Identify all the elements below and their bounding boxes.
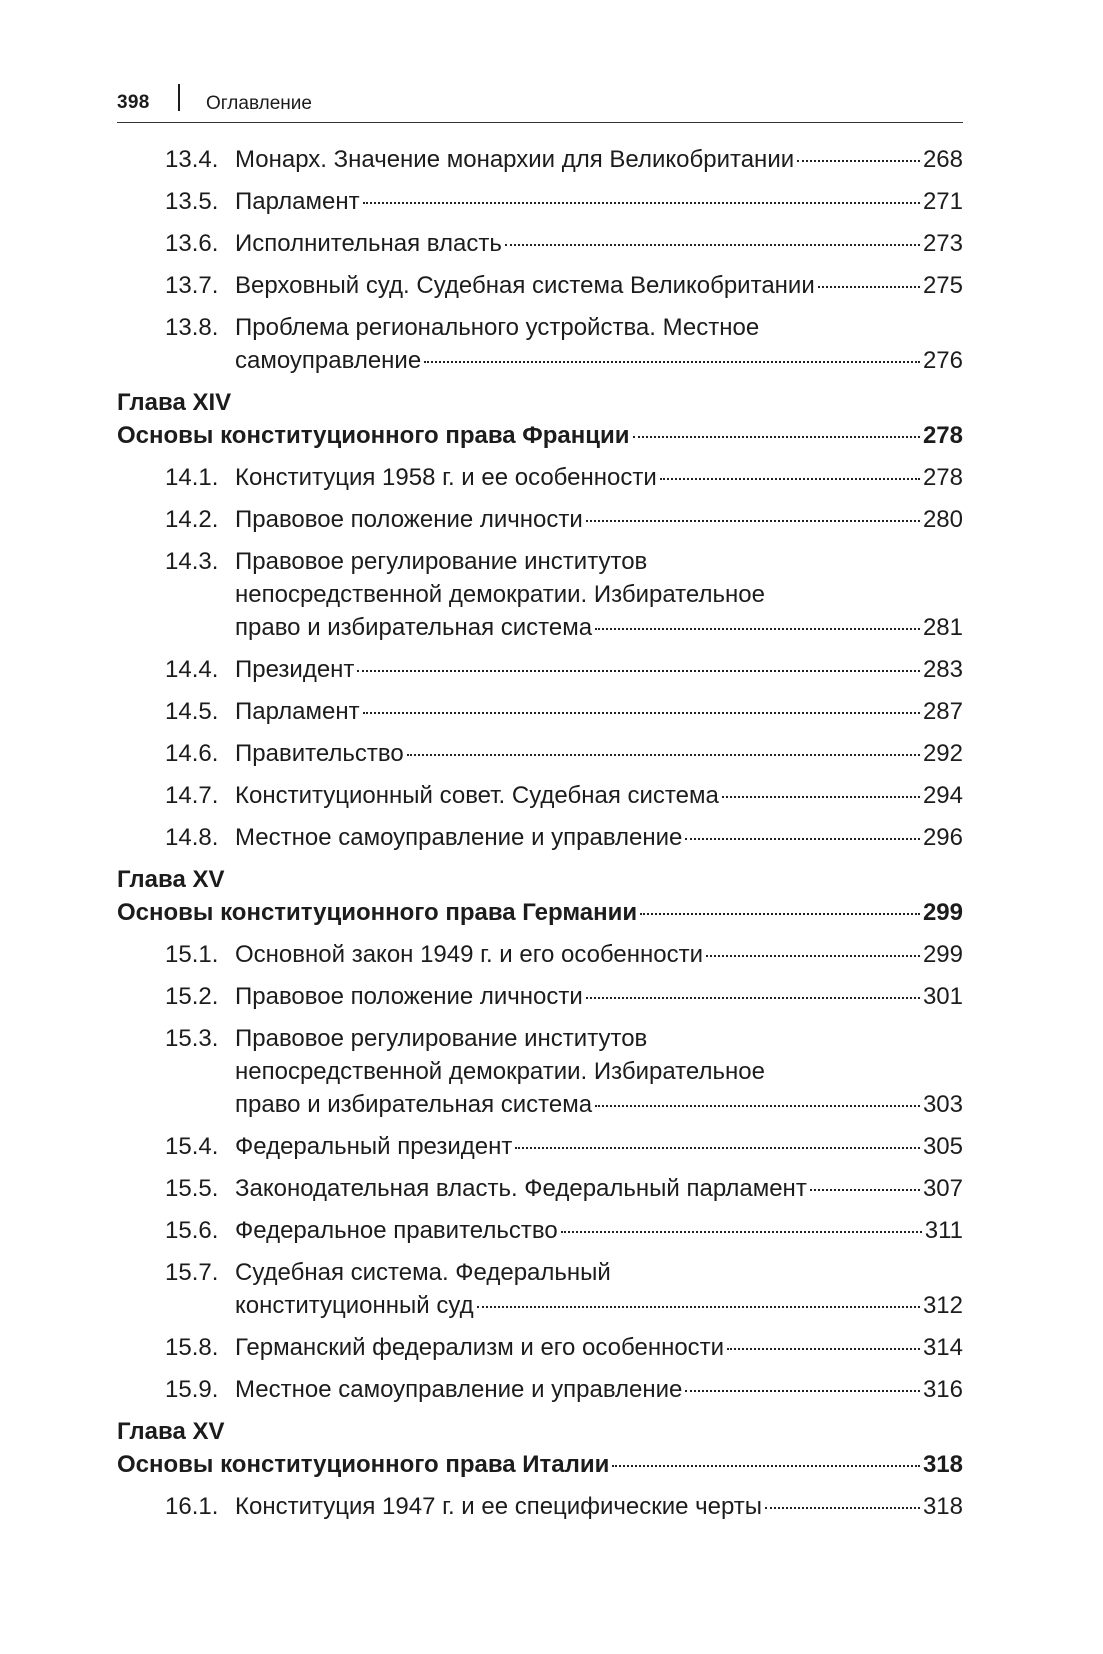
dot-leader [586,520,920,522]
dot-leader [515,1147,920,1149]
toc-line [235,461,963,494]
dot-leader [818,286,920,288]
running-title: Оглавление [206,93,312,114]
toc-entry [117,1130,963,1163]
chapter-title: Основы конституционного права Франции [117,422,630,449]
toc-line [235,1022,963,1055]
toc-line [117,419,963,452]
toc-line [235,227,963,260]
section-number: 14.1. [165,464,219,491]
toc-entry [117,1172,963,1205]
toc-line [117,896,963,929]
page-ref: 275 [922,272,963,299]
section-title: Конституционный совет. Судебная система [235,782,719,809]
dot-leader [706,955,920,957]
page-ref: 278 [922,422,963,449]
toc-line [235,1130,963,1163]
page-ref: 281 [922,614,963,641]
dot-leader [765,1507,920,1509]
toc-line [235,1331,963,1364]
toc-entry [117,1373,963,1406]
section-title: Основной закон 1949 г. и его особенности [235,941,704,968]
chapter-title-entry [117,1448,963,1481]
toc-entry [117,269,963,302]
dot-leader [407,754,920,756]
toc-entry [117,1214,963,1247]
page-ref: 318 [922,1451,963,1478]
chapter-label: Глава XIV [117,389,232,416]
section-number: 14.2. [165,506,219,533]
header-separator [178,84,180,111]
toc-line [235,503,963,536]
page-ref: 280 [922,506,963,533]
running-header [117,84,963,123]
toc-line [235,938,963,971]
toc-entry [117,461,963,494]
section-title: Конституция 1958 г. и ее особенности [235,464,657,491]
section-title: конституционный суд [235,1292,474,1319]
dot-leader [561,1231,922,1233]
toc-line [235,653,963,686]
dot-leader [586,997,920,999]
toc-entry [117,695,963,728]
toc-entry [117,1256,963,1322]
section-number: 16.1. [165,1493,219,1520]
chapter-label: Глава XV [117,866,225,893]
dot-leader [595,1105,920,1107]
section-title: Местное самоуправление и управление [235,1376,683,1403]
section-title: Парламент [235,188,360,215]
section-number: 13.4. [165,146,219,173]
toc-line [117,1448,963,1481]
section-number: 14.7. [165,782,219,809]
toc-entry [117,185,963,218]
section-number: 13.5. [165,188,219,215]
toc-line [235,1088,963,1121]
section-number: 14.6. [165,740,219,767]
dot-leader [685,838,920,840]
toc-line [235,980,963,1013]
page-ref: 273 [922,230,963,257]
toc-entry [117,821,963,854]
page-ref: 296 [922,824,963,851]
section-title: Правовое регулирование институтов [235,548,648,575]
page-ref: 283 [922,656,963,683]
page-ref: 268 [922,146,963,173]
dot-leader [595,628,920,630]
section-title: Германский федерализм и его особенности [235,1334,725,1361]
toc-entry [117,503,963,536]
toc-entry [117,311,963,377]
toc-line [235,578,963,611]
toc-line [235,1256,963,1289]
toc-entry [117,938,963,971]
toc-entry [117,737,963,770]
section-number: 15.9. [165,1376,219,1403]
section-number: 15.3. [165,1025,219,1052]
chapter-title: Основы конституционного права Германии [117,899,638,926]
page-ref: 294 [922,782,963,809]
section-number: 15.8. [165,1334,219,1361]
section-title: Президент [235,656,355,683]
section-title: право и избирательная система [235,614,593,641]
toc-line [235,1214,963,1247]
dot-leader [424,361,920,363]
section-number: 15.5. [165,1175,219,1202]
chapter-title-entry [117,419,963,452]
toc-line [235,269,963,302]
dot-leader [363,202,920,204]
page-ref: 312 [922,1292,963,1319]
toc-line [235,1055,963,1088]
toc-line [235,311,963,344]
dot-leader [640,913,920,915]
section-title: Правовое регулирование институтов [235,1025,648,1052]
page-ref: 314 [922,1334,963,1361]
section-title: Федеральный президент [235,1133,513,1160]
page-ref: 303 [922,1091,963,1118]
section-title: Парламент [235,698,360,725]
section-title: право и избирательная система [235,1091,593,1118]
toc-line [235,1373,963,1406]
page-ref: 292 [922,740,963,767]
toc-line [235,545,963,578]
section-number: 13.8. [165,314,219,341]
section-number: 14.8. [165,824,219,851]
page-ref: 311 [924,1217,963,1244]
section-title: Верховный суд. Судебная система Великобритании [235,272,815,299]
page-number: 398 [117,92,150,113]
chapter-title: Основы конституционного права Италии [117,1451,610,1478]
section-title: Судебная система. Федеральный [235,1259,611,1286]
section-number: 14.3. [165,548,219,575]
section-number: 15.1. [165,941,219,968]
dot-leader [612,1465,920,1467]
toc-entry [117,980,963,1013]
page-ref: 316 [922,1376,963,1403]
toc-entry [117,545,963,644]
section-title: Правовое положение личности [235,983,583,1010]
toc-line [235,344,963,377]
dot-leader [727,1348,920,1350]
toc-entry [117,1022,963,1121]
section-number: 14.4. [165,656,219,683]
toc-entry [117,143,963,176]
section-title: Исполнительная власть [235,230,502,257]
section-title: Конституция 1947 г. и ее специфические черты [235,1493,763,1520]
section-title: Правовое положение личности [235,506,583,533]
section-title: Федеральное правительство [235,1217,558,1244]
section-number: 15.2. [165,983,219,1010]
page-ref: 299 [922,899,963,926]
section-title: самоуправление [235,347,422,374]
section-title: непосредственной демократии. Избирательное [235,1058,765,1085]
table-of-contents [117,143,963,1532]
page-ref: 278 [922,464,963,491]
dot-leader [797,160,920,162]
section-title: Монарх. Значение монархии для Великобритании [235,146,795,173]
toc-line [235,611,963,644]
section-number: 13.7. [165,272,219,299]
section-title: Законодательная власть. Федеральный парламент [235,1175,807,1202]
page-ref: 307 [922,1175,963,1202]
page-ref: 276 [922,347,963,374]
toc-line [235,143,963,176]
toc-line [235,779,963,812]
section-title: Местное самоуправление и управление [235,824,683,851]
section-number: 15.6. [165,1217,219,1244]
dot-leader [722,796,920,798]
toc-line [235,695,963,728]
page-ref: 271 [922,188,963,215]
section-title: Правительство [235,740,404,767]
toc-line [235,1289,963,1322]
section-title: непосредственной демократии. Избирательное [235,581,765,608]
dot-leader [505,244,920,246]
section-number: 13.6. [165,230,219,257]
toc-entry [117,779,963,812]
section-number: 15.4. [165,1133,219,1160]
page-ref: 287 [922,698,963,725]
chapter-label: Глава XV [117,1418,225,1445]
toc-entry [117,653,963,686]
toc-entry [117,1490,963,1523]
chapter-title-entry [117,896,963,929]
section-title: Проблема регионального устройства. Местное [235,314,760,341]
page-ref: 301 [922,983,963,1010]
toc-entry [117,1331,963,1364]
dot-leader [357,670,920,672]
dot-leader [363,712,920,714]
toc-line [235,1490,963,1523]
section-number: 14.5. [165,698,219,725]
dot-leader [810,1189,920,1191]
dot-leader [660,478,920,480]
dot-leader [685,1390,920,1392]
toc-line [235,821,963,854]
toc-line [235,1172,963,1205]
dot-leader [477,1306,920,1308]
page-ref: 318 [922,1493,963,1520]
page-ref: 299 [922,941,963,968]
dot-leader [633,436,920,438]
toc-line [235,737,963,770]
toc-line [235,185,963,218]
section-number: 15.7. [165,1259,219,1286]
toc-entry [117,227,963,260]
page-ref: 305 [922,1133,963,1160]
